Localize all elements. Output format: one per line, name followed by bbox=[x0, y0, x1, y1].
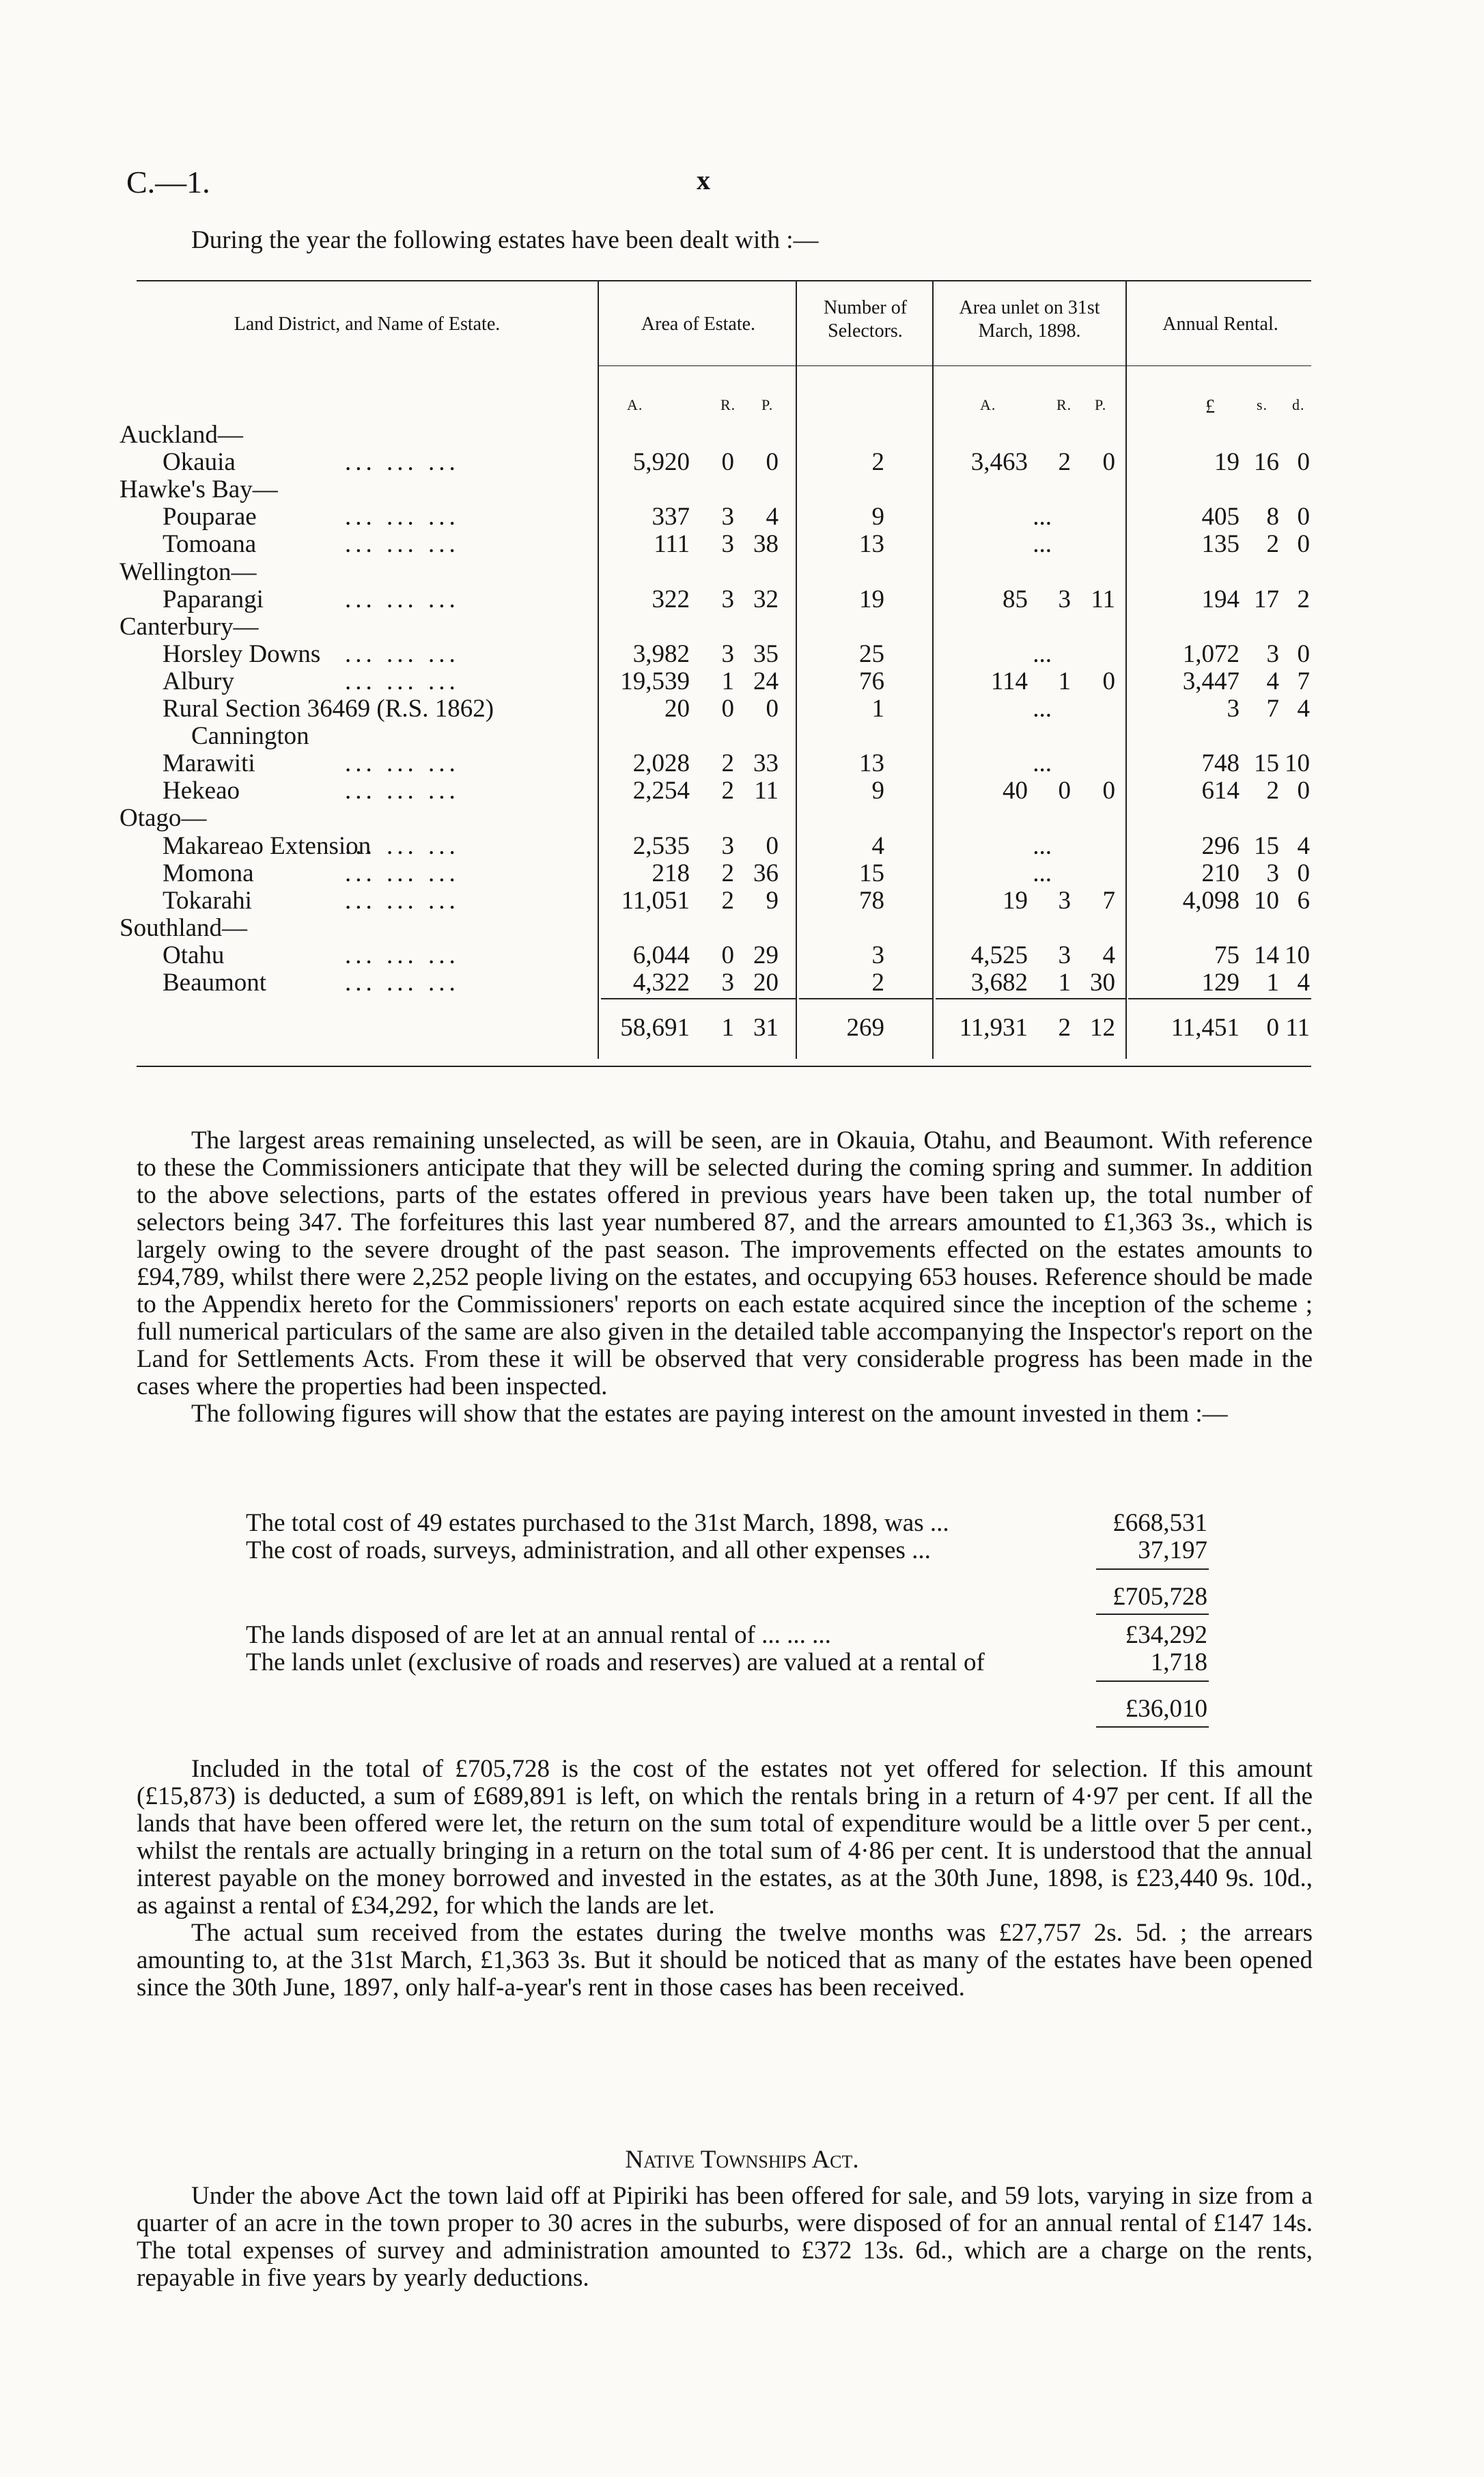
rental-cell: 14 bbox=[1254, 941, 1279, 969]
header-under-rule bbox=[598, 365, 1311, 366]
unlet-cell: 4 bbox=[1102, 941, 1115, 969]
rental-cell: 3 bbox=[1227, 695, 1240, 723]
area-cell: 20 bbox=[664, 695, 690, 723]
estate-name: Beaumont bbox=[163, 969, 267, 997]
rental-cell: 10 bbox=[1285, 749, 1310, 778]
estate-name: Hekeao bbox=[163, 777, 240, 805]
rental-cell: 3,447 bbox=[1182, 667, 1240, 695]
total-selectors-cell: 269 bbox=[846, 1014, 884, 1042]
rental-cell: 4 bbox=[1297, 969, 1310, 997]
unlet-cell: 0 bbox=[1058, 777, 1071, 805]
rental-cell: 614 bbox=[1201, 777, 1240, 805]
unit-label: R. bbox=[720, 396, 736, 413]
unlet-cell: ... bbox=[1033, 530, 1052, 559]
area-cell: 4 bbox=[766, 503, 779, 531]
total-unlet-cell: 11,931 bbox=[959, 1014, 1028, 1042]
leader-dots: ... ... ... bbox=[345, 530, 460, 559]
rental-cell: 19 bbox=[1214, 448, 1240, 477]
total-rental-cell: 11,451 bbox=[1171, 1014, 1240, 1042]
figure-value: £668,531 bbox=[1112, 1509, 1207, 1537]
rental-cell: 17 bbox=[1254, 585, 1279, 613]
leader-dots: ... ... ... bbox=[345, 777, 460, 805]
area-cell: 19,539 bbox=[620, 667, 690, 695]
unlet-cell: 3,682 bbox=[970, 969, 1028, 997]
rental-cell: 194 bbox=[1201, 585, 1240, 613]
region-label: Southland— bbox=[120, 913, 248, 942]
paragraph: The largest areas remaining unselected, as will be seen, are in Okauia, Otahu, and Beaumont. With reference to these the Commissioners anticipate that they will be selected during the coming spring and summer. In addition to the above selections, parts of the estates offered in previous years have been taken up, the total number of selectors being 347. The forfeitures this last year numbered 87, and the arrears amounted to £1,363 3s., which is largely owing to the severe drought of the past season. The improvements effected on the estates amounts to £94,789, whilst there were 2,252 people living on the estates, and occupying 653 houses. Reference should be made to the Appendix hereto for the Commissioners' reports on each estate acquired since the inception of the scheme ; full numerical particulars of the same are also given in the detailed table accompanying the Inspector's report on the Land for Settlements Acts. From these it will be observed that very considerable progress has been made in the cases where the properties had been inspected. bbox=[137, 1126, 1313, 1400]
column-header-unlet: Area unlet on 31st March, 1898. bbox=[959, 297, 1100, 342]
table-bottom-rule bbox=[137, 1066, 1311, 1067]
area-cell: 9 bbox=[766, 886, 779, 915]
estate-name: Tokarahi bbox=[163, 886, 252, 915]
column-header-estate: Land District, and Name of Estate. bbox=[234, 314, 501, 335]
area-cell: 0 bbox=[721, 448, 734, 477]
rental-cell: 748 bbox=[1201, 749, 1240, 778]
unlet-cell: ... bbox=[1033, 695, 1052, 723]
total-area-cell: 58,691 bbox=[620, 1014, 690, 1042]
area-cell: 24 bbox=[753, 667, 779, 695]
rental-cell: 75 bbox=[1214, 941, 1240, 969]
rental-cell: 405 bbox=[1201, 503, 1240, 531]
area-cell: 322 bbox=[652, 585, 690, 613]
selectors-cell: 19 bbox=[859, 585, 884, 613]
unlet-cell: ... bbox=[1033, 831, 1052, 860]
area-cell: 35 bbox=[753, 639, 779, 668]
selectors-cell: 15 bbox=[859, 859, 884, 887]
area-cell: 29 bbox=[753, 941, 779, 969]
area-cell: 6,044 bbox=[632, 941, 690, 969]
region-label: Wellington— bbox=[120, 557, 257, 586]
estate-name: Tomoana bbox=[163, 530, 257, 559]
area-cell: 33 bbox=[753, 749, 779, 778]
selectors-cell: 9 bbox=[871, 777, 884, 805]
column-header-selectors: Number of Selectors. bbox=[823, 297, 908, 342]
leader-dots: ... ... ... bbox=[345, 749, 460, 778]
unlet-cell: 11 bbox=[1091, 585, 1115, 613]
rental-cell: 0 bbox=[1297, 530, 1310, 559]
selectors-cell: 13 bbox=[859, 530, 884, 559]
region-label: Hawke's Bay— bbox=[120, 475, 278, 504]
rental-cell: 10 bbox=[1285, 941, 1310, 969]
sum-rule bbox=[1096, 1680, 1209, 1682]
estate-name: Albury bbox=[163, 667, 234, 695]
rental-cell: 7 bbox=[1266, 695, 1279, 723]
rental-cell: 4 bbox=[1297, 695, 1310, 723]
leader-dots: ... ... ... bbox=[345, 831, 460, 860]
region-label: Otago— bbox=[120, 804, 207, 833]
paragraph-block bbox=[137, 1127, 1313, 1428]
region-label: Canterbury— bbox=[120, 612, 259, 641]
selectors-cell: 25 bbox=[859, 639, 884, 668]
unit-label: £ bbox=[1205, 396, 1216, 417]
column-divider bbox=[598, 280, 599, 1059]
unlet-cell: 7 bbox=[1102, 886, 1115, 915]
table-top-rule bbox=[137, 280, 1311, 281]
rental-cell: 3 bbox=[1266, 639, 1279, 668]
leader-dots: ... ... ... bbox=[345, 503, 460, 531]
estate-name: Okauia bbox=[163, 448, 236, 477]
area-cell: 11 bbox=[754, 777, 779, 805]
area-cell: 4,322 bbox=[632, 969, 690, 997]
paragraph-block bbox=[137, 2183, 1313, 2292]
selectors-cell: 13 bbox=[859, 749, 884, 778]
area-cell: 38 bbox=[753, 530, 779, 559]
area-cell: 3 bbox=[721, 585, 734, 613]
column-divider bbox=[796, 280, 797, 1059]
area-cell: 2 bbox=[721, 859, 734, 887]
rental-cell: 2 bbox=[1266, 530, 1279, 559]
figure-total: £705,728 bbox=[1112, 1583, 1207, 1611]
unlet-cell: 30 bbox=[1090, 969, 1115, 997]
total-unlet-cell: 12 bbox=[1090, 1014, 1115, 1042]
unlet-cell: 40 bbox=[1003, 777, 1028, 805]
unlet-cell: 3 bbox=[1058, 941, 1071, 969]
sum-rule bbox=[1096, 1614, 1209, 1615]
total-rental-cell: 11 bbox=[1285, 1014, 1310, 1042]
unlet-cell: 0 bbox=[1102, 777, 1115, 805]
paragraph: Included in the total of £705,728 is the cost of the estates not yet offered for selection. If this amount (£15,873) is deducted, a sum of £689,891 is left, on which the rentals bring in a return of 4·97 per cent. If all the lands that have been offered were let, the return on the sum total of expenditure would be a little over 5 per cent., whilst the rentals are actually bringing in a return on the total sum of 4·86 per cent. It is understood that the annual interest payable on the money borrowed and invested in the estates, as at the 30th June, 1898, is £23,440 9s. 10d., as against a rental of £34,292, for which the lands are let. bbox=[137, 1755, 1313, 1920]
rental-cell: 2 bbox=[1297, 585, 1310, 613]
estate-name: Rural Section 36469 (R.S. 1862) bbox=[163, 695, 494, 723]
unit-label: A. bbox=[980, 396, 996, 413]
area-cell: 3 bbox=[721, 530, 734, 559]
unit-label: P. bbox=[1095, 396, 1107, 413]
total-rental-cell: 0 bbox=[1266, 1014, 1279, 1042]
rental-cell: 3 bbox=[1266, 859, 1279, 887]
column-header-area: Area of Estate. bbox=[641, 314, 756, 335]
area-cell: 0 bbox=[766, 695, 779, 723]
area-cell: 3 bbox=[721, 969, 734, 997]
unlet-cell: 3 bbox=[1058, 886, 1071, 915]
paragraph-block bbox=[137, 1756, 1313, 2002]
rental-cell: 0 bbox=[1297, 859, 1310, 887]
total-rule bbox=[936, 998, 1125, 999]
figure-line: The lands disposed of are let at an annual rental of ... ... ... bbox=[246, 1621, 831, 1649]
selectors-cell: 2 bbox=[871, 448, 884, 477]
leader-dots: ... ... ... bbox=[345, 585, 460, 613]
area-cell: 3,982 bbox=[632, 639, 690, 668]
area-cell: 2 bbox=[721, 749, 734, 778]
area-cell: 0 bbox=[766, 448, 779, 477]
unit-label: R. bbox=[1056, 396, 1072, 413]
leader-dots: ... ... ... bbox=[345, 667, 460, 695]
leader-dots: ... ... ... bbox=[345, 859, 460, 887]
total-area-cell: 31 bbox=[753, 1014, 779, 1042]
rental-cell: 1,072 bbox=[1182, 639, 1240, 668]
total-unlet-cell: 2 bbox=[1058, 1014, 1071, 1042]
area-cell: 1 bbox=[721, 667, 734, 695]
rental-cell: 0 bbox=[1297, 448, 1310, 477]
unlet-cell: ... bbox=[1033, 503, 1052, 531]
selectors-cell: 76 bbox=[859, 667, 884, 695]
selectors-cell: 3 bbox=[871, 941, 884, 969]
estate-name: Cannington bbox=[191, 722, 309, 751]
unlet-cell: 0 bbox=[1102, 667, 1115, 695]
rental-cell: 15 bbox=[1254, 749, 1279, 778]
paragraph: The actual sum received from the estates during the twelve months was £27,757 2s. 5d. ; the arrears amounting to, at the 31st March, £1,363 3s. But it should be noticed that as many of the estates have been opened since the 30th June, 1897, only half-a-year's rent in those cases has been received. bbox=[137, 1919, 1313, 2002]
column-divider bbox=[932, 280, 934, 1059]
rental-cell: 4,098 bbox=[1182, 886, 1240, 915]
unlet-cell: 0 bbox=[1102, 448, 1115, 477]
rental-cell: 135 bbox=[1201, 530, 1240, 559]
area-cell: 11,051 bbox=[621, 886, 690, 915]
region-label: Auckland— bbox=[120, 421, 243, 449]
area-cell: 32 bbox=[753, 585, 779, 613]
selectors-cell: 78 bbox=[859, 886, 884, 915]
area-cell: 2,254 bbox=[632, 777, 690, 805]
unit-label: P. bbox=[761, 396, 774, 413]
leader-dots: ... ... ... bbox=[345, 886, 460, 915]
area-cell: 2 bbox=[721, 777, 734, 805]
area-cell: 5,920 bbox=[632, 448, 690, 477]
area-cell: 2 bbox=[721, 886, 734, 915]
sum-rule bbox=[1096, 1726, 1209, 1728]
rental-cell: 296 bbox=[1201, 831, 1240, 860]
rental-cell: 129 bbox=[1201, 969, 1240, 997]
unlet-cell: ... bbox=[1033, 639, 1052, 668]
total-rule bbox=[601, 998, 796, 999]
figure-value: 37,197 bbox=[1138, 1536, 1207, 1564]
area-cell: 218 bbox=[652, 859, 690, 887]
unlet-cell: 3 bbox=[1058, 585, 1071, 613]
rental-cell: 8 bbox=[1266, 503, 1279, 531]
figure-line: The lands unlet (exclusive of roads and reserves) are valued at a rental of bbox=[246, 1648, 985, 1676]
unit-label: s. bbox=[1257, 396, 1268, 413]
rental-cell: 4 bbox=[1297, 831, 1310, 860]
rental-cell: 6 bbox=[1297, 886, 1310, 915]
area-cell: 3 bbox=[721, 831, 734, 860]
rental-cell: 0 bbox=[1297, 639, 1310, 668]
figure-value: £34,292 bbox=[1125, 1621, 1207, 1649]
unlet-cell: 3,463 bbox=[970, 448, 1028, 477]
leader-dots: ... ... ... bbox=[345, 639, 460, 668]
unlet-cell: 19 bbox=[1003, 886, 1028, 915]
unlet-cell: 1 bbox=[1058, 667, 1071, 695]
selectors-cell: 4 bbox=[871, 831, 884, 860]
rental-cell: 1 bbox=[1266, 969, 1279, 997]
unlet-cell: ... bbox=[1033, 749, 1052, 778]
area-cell: 2,028 bbox=[632, 749, 690, 778]
area-cell: 0 bbox=[721, 941, 734, 969]
rental-cell: 16 bbox=[1254, 448, 1279, 477]
leader-dots: ... ... ... bbox=[345, 969, 460, 997]
area-cell: 0 bbox=[766, 831, 779, 860]
estate-name: Momona bbox=[163, 859, 254, 887]
estate-name: Horsley Downs bbox=[163, 639, 321, 668]
area-cell: 2,535 bbox=[632, 831, 690, 860]
selectors-cell: 9 bbox=[871, 503, 884, 531]
figure-total: £36,010 bbox=[1125, 1695, 1207, 1723]
estate-name: Otahu bbox=[163, 941, 225, 969]
report-reference: C.—1. bbox=[126, 165, 210, 199]
leader-dots: ... ... ... bbox=[345, 448, 460, 477]
sum-rule bbox=[1096, 1568, 1209, 1570]
unit-label: d. bbox=[1292, 396, 1305, 413]
estate-name: Makareao Extension bbox=[163, 831, 372, 860]
unlet-cell: 85 bbox=[1003, 585, 1028, 613]
rental-cell: 210 bbox=[1201, 859, 1240, 887]
selectors-cell: 2 bbox=[871, 969, 884, 997]
figure-line: The cost of roads, surveys, administration, and all other expenses ... bbox=[246, 1536, 931, 1564]
figure-line: The total cost of 49 estates purchased to the 31st March, 1898, was ... bbox=[246, 1509, 949, 1537]
rental-cell: 2 bbox=[1266, 777, 1279, 805]
estate-name: Marawiti bbox=[163, 749, 255, 778]
unlet-cell: 2 bbox=[1058, 448, 1071, 477]
area-cell: 20 bbox=[753, 969, 779, 997]
estate-name: Paparangi bbox=[163, 585, 264, 613]
rental-cell: 10 bbox=[1254, 886, 1279, 915]
paragraph: Under the above Act the town laid off at Pipiriki has been offered for sale, and 59 lots, varying in size from a quarter of an acre in the town proper to 30 acres in the suburbs, were disposed of for an annual rental of £147 14s. The total expenses of survey and administration amounted to £372 13s. 6d., which are a charge on the rents, repayable in five years by yearly deductions. bbox=[137, 2182, 1313, 2292]
rental-cell: 7 bbox=[1297, 667, 1310, 695]
total-area-cell: 1 bbox=[721, 1014, 734, 1042]
paragraph: The following figures will show that the estates are paying interest on the amount invested in them :— bbox=[191, 1400, 1228, 1428]
unlet-cell: 4,525 bbox=[970, 941, 1028, 969]
estate-name: Pouparae bbox=[163, 503, 257, 531]
rental-cell: 0 bbox=[1297, 777, 1310, 805]
unlet-cell: 1 bbox=[1058, 969, 1071, 997]
column-divider bbox=[1125, 280, 1127, 1059]
unlet-cell: ... bbox=[1033, 859, 1052, 887]
leader-dots: ... ... ... bbox=[345, 941, 460, 969]
total-rule bbox=[799, 998, 932, 999]
rental-cell: 4 bbox=[1266, 667, 1279, 695]
total-rule bbox=[1128, 998, 1311, 999]
page-number: x bbox=[697, 165, 710, 195]
column-header-rental: Annual Rental. bbox=[1162, 314, 1278, 335]
area-cell: 0 bbox=[721, 695, 734, 723]
intro-line: During the year the following estates have been dealt with :— bbox=[191, 226, 819, 254]
rental-cell: 0 bbox=[1297, 503, 1310, 531]
area-cell: 3 bbox=[721, 639, 734, 668]
unit-label: A. bbox=[627, 396, 643, 413]
area-cell: 36 bbox=[753, 859, 779, 887]
area-cell: 111 bbox=[654, 530, 690, 559]
selectors-cell: 1 bbox=[871, 695, 884, 723]
rental-cell: 15 bbox=[1254, 831, 1279, 860]
section-heading: Native Townships Act. bbox=[625, 2146, 859, 2174]
area-cell: 337 bbox=[652, 503, 690, 531]
area-cell: 3 bbox=[721, 503, 734, 531]
figure-value: 1,718 bbox=[1150, 1648, 1207, 1676]
unlet-cell: 114 bbox=[990, 667, 1028, 695]
